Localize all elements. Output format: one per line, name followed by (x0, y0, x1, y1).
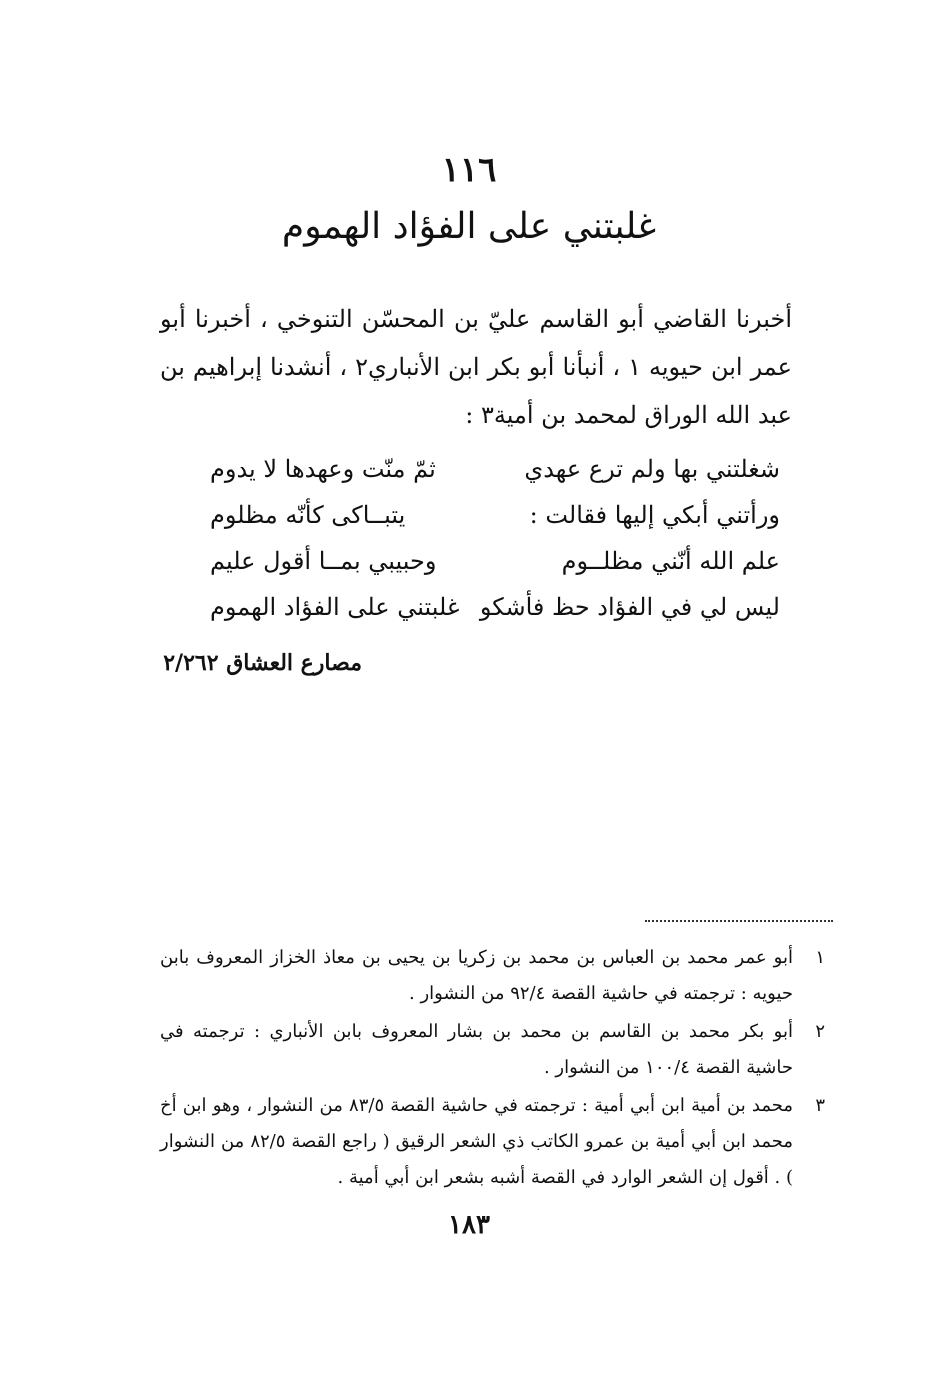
poem-verse (210, 538, 780, 584)
isnad-paragraph: أخبرنا القاضي أبو القاسم عليّ بن المحسّن التنوخي ، أخبرنا أبو عمر ابن حيويه ١ ، أنبأنا أبو بكر ابن الأنباري٢ ، أنشدنا إبراهيم بن عبد الله الوراق لمحمد بن أمية٣ : (160, 305, 793, 429)
verse-second-hemistich: غلبتني على الفؤاد الهموم (210, 593, 460, 621)
footnote (160, 1088, 825, 1196)
poem (210, 446, 780, 630)
footnotes (160, 940, 825, 1198)
footnote-text: محمد بن أمية ابن أبي أمية : ترجمته في حاشية القصة ٨٣/٥ من النشوار ، وهو ابن أخ محمد ابن أبي أمية بن عمرو الكاتب ذي الشعر الرقيق ( راجع القصة ٨٢/٥ من النشوار ) . أقول إن الشعر الوارد في القصة أشبه بشعر ابن أبي أمية . (160, 1095, 793, 1188)
footnote (160, 1014, 825, 1086)
footnote-text: أبو بكر محمد بن القاسم بن محمد بن بشار المعروف بابن الأنباري : ترجمته في حاشية القصة ١٠٠/٤ من النشوار . (160, 1021, 793, 1078)
verse-second-hemistich: ثمّ منّت وعهدها لا يدوم (210, 455, 436, 483)
footnote-text: أبو عمر محمد بن العباس بن محمد بن زكريا بن يحيى بن معاذ الخزاز المعروف بابن حيويه : ترجمته في حاشية القصة ٩٢/٤ من النشوار . (160, 947, 793, 1004)
verse-first-hemistich: شغلتني بها ولم ترع عهدي (524, 455, 780, 483)
footnote-number: ١ (815, 947, 825, 968)
page-number: ١٨٣ (448, 1210, 490, 1240)
story-number: ١١٦ (441, 150, 497, 190)
verse-first-hemistich: ليس لي في الفؤاد حظ فأشكو (479, 593, 780, 621)
footnote-number: ٢ (815, 1021, 825, 1042)
footnote (160, 940, 825, 1012)
poem-verse (210, 584, 780, 630)
verse-second-hemistich: يتبــاكى كأنّه مظلوم (210, 501, 406, 529)
verse-first-hemistich: علم الله أنّني مظلــوم (561, 547, 780, 575)
footnote-number: ٣ (815, 1095, 825, 1116)
source-citation: مصارع العشاق ٢/٢٦٢ (163, 650, 362, 676)
verse-first-hemistich: ورأتني أبكي إليها فقالت : (529, 501, 780, 529)
footnote-separator (645, 920, 833, 922)
verse-second-hemistich: وحبيبي بمــا أقول عليم (210, 547, 437, 575)
poem-verse (210, 446, 780, 492)
poem-verse (210, 492, 780, 538)
story-title: غلبتني على الفؤاد الهموم (281, 206, 657, 247)
